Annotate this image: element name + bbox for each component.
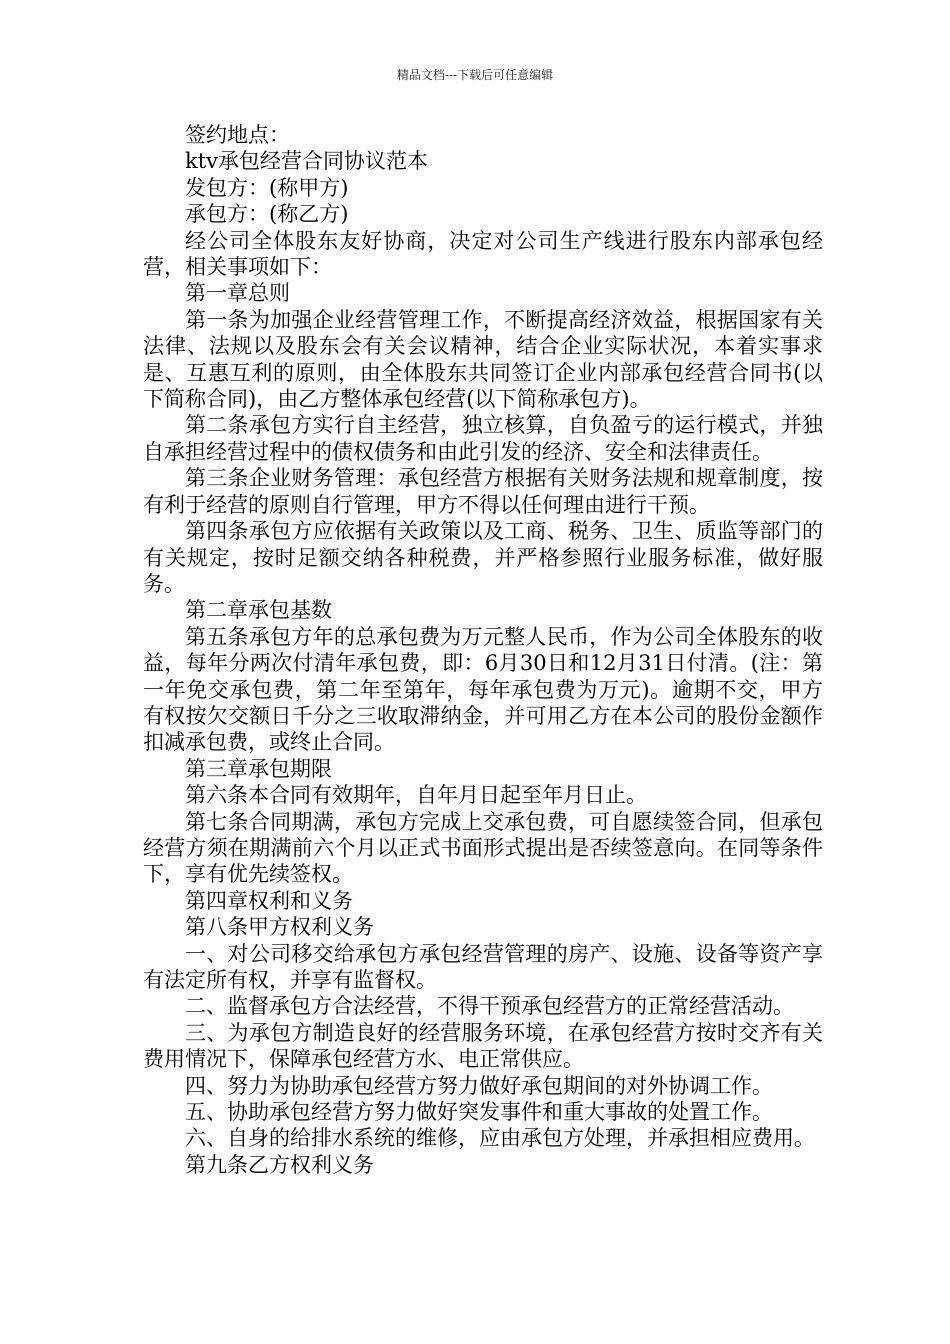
paragraph: 第三条企业财务管理：承包经营方根据有关财务法规和规章制度，按有利于经营的原则自行管理，甲方不得以任何理由进行干预。 (143, 466, 823, 517)
paragraph: ktv承包经营合同协议范本 (185, 149, 429, 174)
paragraph: 五、协助承包经营方努力做好突发事件和重大事故的处置工作。 (185, 1100, 773, 1125)
paragraph: 第七条合同期满，承包方完成上交承包费，可自愿续签合同，但承包经营方须在期满前六个月以正式书面形式提出是否续签意向。在同等条件下，享有优先续签权。 (143, 809, 823, 887)
chapter-heading: 第三章承包期限 (185, 756, 332, 781)
paragraph: 第四条承包方应依据有关政策以及工商、税务、卫生、质监等部门的有关规定，按时足额交纳各种税费，并严格参照行业服务标准，做好服务。 (143, 519, 823, 596)
paragraph: 第五条承包方年的总承包费为万元整人民币，作为公司全体股东的收益，每年分两次付清年承包费，即：6月30日和12月31日付清。(注：第一年免交承包费，第二年至第年，每年承包费为万元)。逾期不交，甲方有权按欠交额日千分之三收取滞纳金，并可用乙方在本公司的股份金额作扣减承包费，或终止合同。 (143, 624, 823, 755)
document-body (143, 122, 823, 1178)
paragraph: 二、监督承包方合法经营，不得干预承包经营方的正常经营活动。 (185, 994, 794, 1019)
paragraph: 签约地点： (185, 123, 290, 147)
paragraph: 四、努力为协助承包经营方努力做好承包期间的对外协调工作。 (185, 1073, 773, 1098)
chapter-heading: 第四章权利和义务 (185, 888, 353, 913)
paragraph: 第六条本合同有效期年，自年月日起至年月日止。 (185, 783, 647, 808)
paragraph: 第九条乙方权利义务 (185, 1152, 374, 1177)
paragraph: 承包方：(称乙方) (185, 202, 349, 227)
paragraph: 一、对公司移交给承包方承包经营管理的房产、设施、设备等资产享有法定所有权，并享有监督权。 (143, 941, 823, 992)
paragraph: 第一条为加强企业经营管理工作，不断提高经济效益，根据国家有关法律、法规以及股东会有关会议精神，结合企业实际状况，本着实事求是、互惠互利的原则，由全体股东共同签订企业内部承包经营合同书(以下简称合同)，由乙方整体承包经营(以下简称承包方)。 (143, 307, 823, 412)
paragraph: 发包方：(称甲方) (185, 175, 349, 200)
chapter-heading: 第二章承包基数 (185, 598, 332, 623)
chapter-heading: 第一章总则 (185, 281, 290, 306)
paragraph: 三、为承包方制造良好的经营服务环境，在承包经营方按时交齐有关费用情况下，保障承包经营方水、电正常供应。 (143, 1020, 823, 1072)
paragraph: 经公司全体股东友好协商，决定对公司生产线进行股东内部承包经营，相关事项如下： (143, 228, 823, 280)
paragraph: 六、自身的给排水系统的维修，应由承包方处理，并承担相应费用。 (185, 1126, 815, 1151)
page-header: 精品文档---下载后可任意编辑 (396, 68, 554, 82)
paragraph: 第二条承包方实行自主经营，独立核算，自负盈亏的运行模式，并独自承担经营过程中的债权债务和由此引发的经济、安全和法律责任。 (143, 413, 823, 464)
paragraph: 第八条甲方权利义务 (185, 915, 374, 940)
